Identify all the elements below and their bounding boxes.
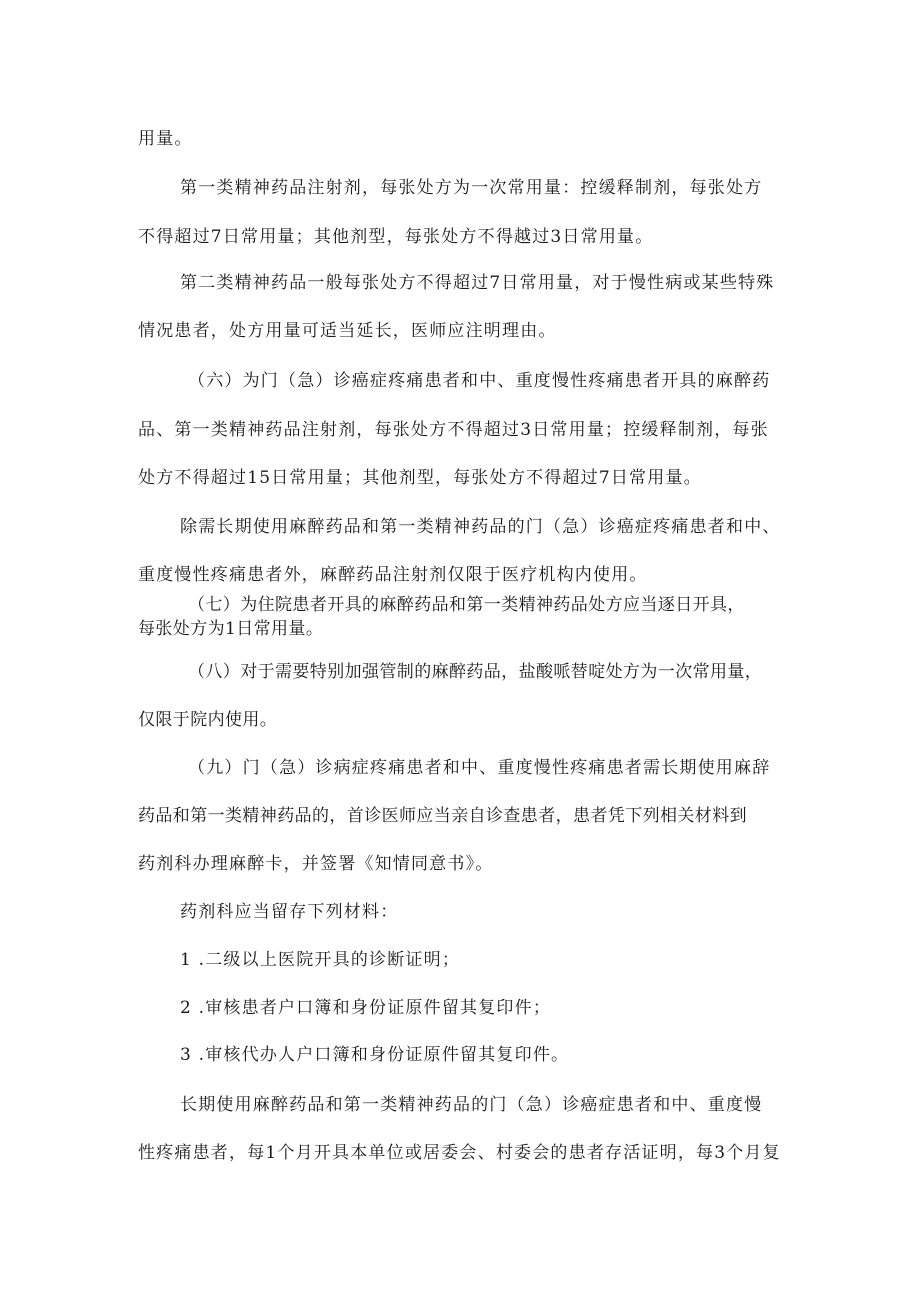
text-line-4: 第二类精神药品一般每张处方不得超过7日常用量，对于慢性病或某些特殊 [180,273,775,293]
text-line-10: 重度慢性疼痛患者外，麻醉药品注射剂仅限于医疗机构内使用。 [138,565,648,585]
text-line-3: 不得超过7日常用量；其他剂型，每张处方不得越过3日常用量。 [138,227,654,247]
text-line-17: 药剂科办理麻醉卡，并签署《知情同意书》。 [138,854,494,874]
list-item-1: 1 .二级以上医院开具的诊断证明； [180,950,461,970]
text-line-6: （六）为门（急）诊癌症疼痛患者和中、重度慢性疼痛患者开具的麻醉药 [188,371,771,391]
text-line-13: （八）对于需要特别加强管制的麻醉药品，盐酸哌替啶处方为一次常用量， [188,662,763,682]
text-line-5: 情况患者，处方用量可适当延长，医师应注明理由。 [138,321,557,341]
text-line-22: 长期使用麻醉药品和第一类精神药品的门（急）诊癌症患者和中、重度慢 [180,1095,763,1115]
text-line-7: 品、第一类精神药品注射剂，每张处方不得超过3日常用量；控缓释制剂，每张 [138,420,769,440]
text-line-9: 除需长期使用麻醉药品和第一类精神药品的门（急）诊癌症疼痛患者和中、 [180,517,781,537]
text-line-2: 第一类精神药品注射剂，每张处方为一次常用量：控缓释制剂，每张处方 [180,178,763,198]
list-item-3: 3 .审核代办人户口簿和身份证原件留其复印件。 [180,1045,570,1065]
text-line-23: 性疼痛患者，每1个月开具本单位或居委会、村委会的患者存活证明，每3个月复 [138,1143,781,1163]
text-line-11: （七）为住院患者开具的麻醉药品和第一类精神药品处方应当逐日开具， [188,595,745,615]
text-line-14: 仅限于院内使用。 [138,710,278,730]
text-line-8: 处方不得超过15日常用量；其他剂型，每张处方不得超过7日常用量。 [138,468,702,488]
text-line-18: 药剂科应当留存下列材料： [180,902,399,922]
text-line-12: 每张处方为1日常用量。 [138,619,324,639]
text-line-16: 药品和第一类精神药品的，首诊医师应当亲自诊查患者，患者凭下列相关材料到 [138,806,747,826]
list-item-2: 2 .审核患者户口簿和身份证原件留其复印件； [180,998,552,1018]
text-line-15: （九）门（急）诊病症疼痛患者和中、重度慢性疼痛患者需长期使用麻辞 [188,758,771,778]
text-line-1: 用量。 [138,129,193,149]
